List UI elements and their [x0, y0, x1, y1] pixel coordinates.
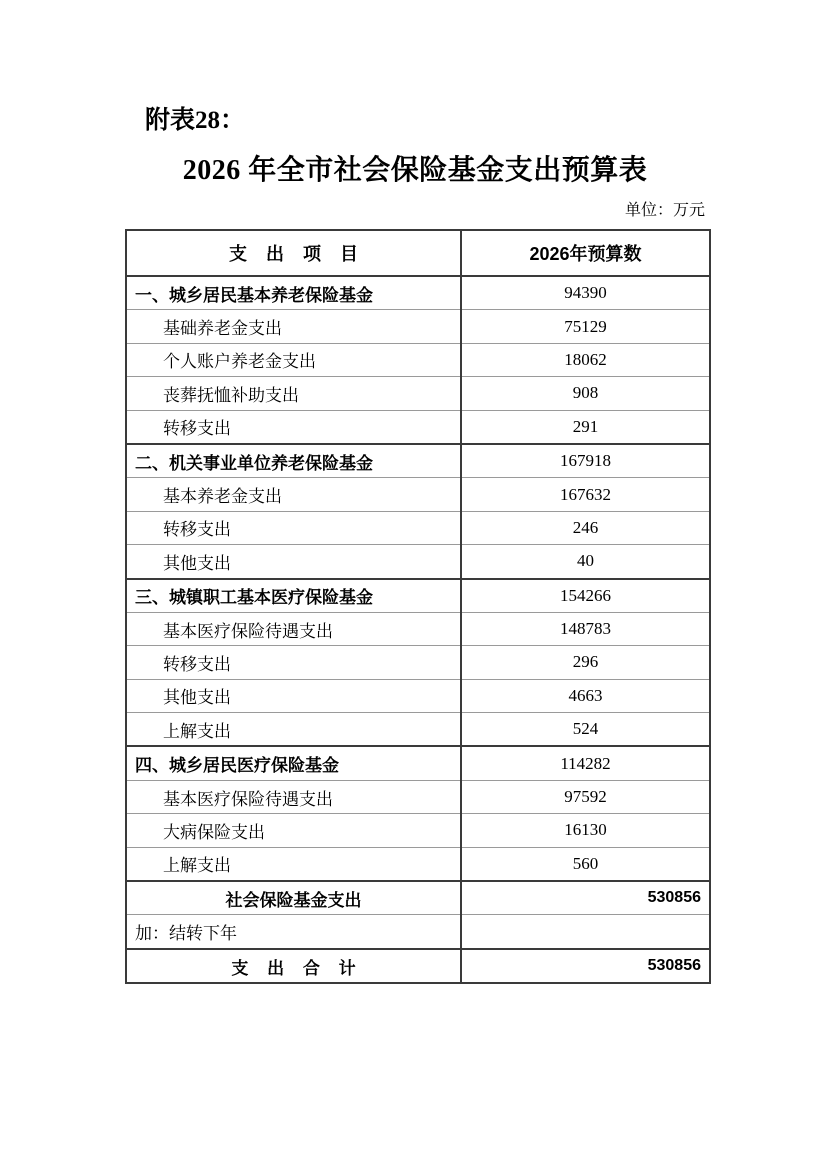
row-value: 94390 — [461, 276, 710, 310]
row-label: 丧葬抚恤补助支出 — [126, 377, 461, 410]
row-value: 291 — [461, 410, 710, 444]
table-row — [126, 343, 710, 376]
table-row — [126, 444, 710, 478]
table-row — [126, 746, 710, 780]
table-row — [126, 713, 710, 747]
row-label: 一、城乡居民基本养老保险基金 — [126, 276, 461, 310]
table-row — [126, 276, 710, 310]
row-label: 社会保险基金支出 — [126, 881, 461, 915]
row-value: 154266 — [461, 579, 710, 613]
column-header-budget-amount: 2026年预算数 — [461, 230, 710, 276]
table-row — [126, 377, 710, 410]
annex-label: 附表28： — [145, 107, 246, 134]
table-row — [126, 679, 710, 712]
row-label: 转移支出 — [126, 646, 461, 679]
row-value: 114282 — [461, 746, 710, 780]
row-label: 加：结转下年 — [126, 915, 461, 949]
row-label: 四、城乡居民医疗保险基金 — [126, 746, 461, 780]
row-value — [461, 915, 710, 949]
table-header-row — [126, 230, 710, 276]
table-row — [126, 814, 710, 847]
table-row — [126, 646, 710, 679]
row-value: 167632 — [461, 478, 710, 511]
row-value: 97592 — [461, 780, 710, 813]
row-value: 246 — [461, 511, 710, 544]
table-row — [126, 310, 710, 343]
table-row — [126, 410, 710, 444]
row-label: 支 出 合 计 — [126, 949, 461, 983]
row-value: 530856 — [461, 881, 710, 915]
row-label: 上解支出 — [126, 847, 461, 881]
row-label: 基本医疗保险待遇支出 — [126, 780, 461, 813]
table-row — [126, 847, 710, 881]
table-row — [126, 478, 710, 511]
row-label: 基本养老金支出 — [126, 478, 461, 511]
page-title: 2026 年全市社会保险基金支出预算表 — [182, 155, 648, 186]
row-label: 三、城镇职工基本医疗保险基金 — [126, 579, 461, 613]
row-label: 大病保险支出 — [126, 814, 461, 847]
row-value: 560 — [461, 847, 710, 881]
budget-table — [125, 229, 711, 984]
table-row — [126, 780, 710, 813]
table-row — [126, 579, 710, 613]
row-value: 148783 — [461, 612, 710, 645]
table-row — [126, 545, 710, 579]
table-body — [126, 276, 710, 983]
unit-note: 单位：万元 — [624, 202, 705, 219]
table-row — [126, 915, 710, 949]
row-value: 296 — [461, 646, 710, 679]
row-value: 18062 — [461, 343, 710, 376]
row-value: 524 — [461, 713, 710, 747]
row-label: 基本医疗保险待遇支出 — [126, 612, 461, 645]
row-value: 4663 — [461, 679, 710, 712]
row-value: 75129 — [461, 310, 710, 343]
row-label: 上解支出 — [126, 713, 461, 747]
row-value: 167918 — [461, 444, 710, 478]
table-row — [126, 511, 710, 544]
row-label: 转移支出 — [126, 410, 461, 444]
column-header-expenditure-items: 支 出 项 目 — [126, 230, 461, 276]
row-value: 530856 — [461, 949, 710, 983]
table-row — [126, 881, 710, 915]
table-row — [126, 949, 710, 983]
row-value: 40 — [461, 545, 710, 579]
row-label: 个人账户养老金支出 — [126, 343, 461, 376]
row-label: 基础养老金支出 — [126, 310, 461, 343]
row-label: 转移支出 — [126, 511, 461, 544]
row-label: 其他支出 — [126, 679, 461, 712]
row-label: 二、机关事业单位养老保险基金 — [126, 444, 461, 478]
row-value: 16130 — [461, 814, 710, 847]
table-row — [126, 612, 710, 645]
row-value: 908 — [461, 377, 710, 410]
row-label: 其他支出 — [126, 545, 461, 579]
